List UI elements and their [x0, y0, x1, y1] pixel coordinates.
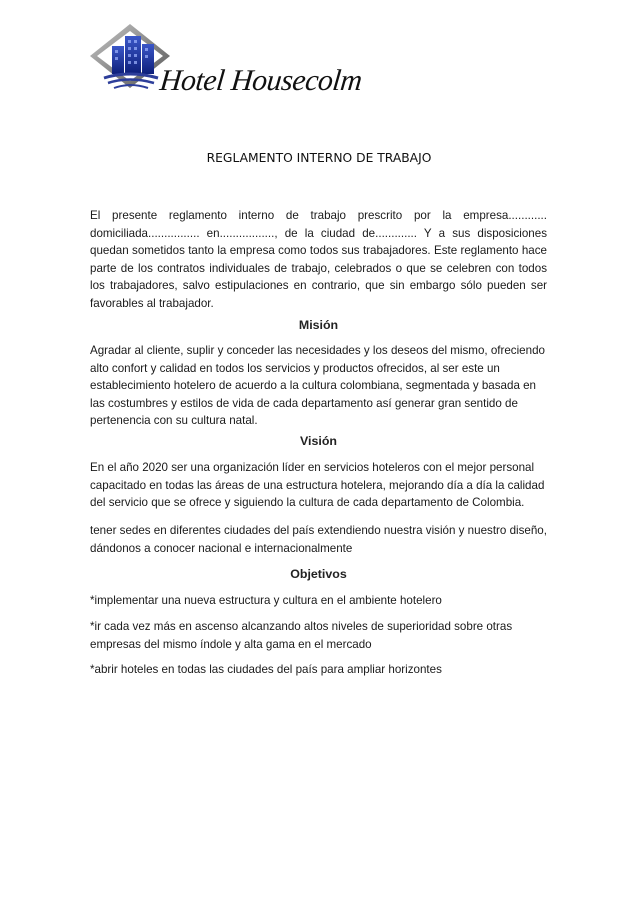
document-title: REGLAMENTO INTERNO DE TRABAJO — [206, 151, 432, 165]
vision-heading: Visión — [300, 434, 337, 448]
intro-paragraph: El presente reglamento interno de trabajo prescrito por la empresa............ domiciliada................ en................., de la ciudad de............. Y a sus disposiciones quedan sometidos tanto la empresa como todos sus trabajadores. Este reglamento hace parte de los contratos individuales de trabajo, celebrados o que se celebren con todos los trabajadores, salvo estipulaciones en contrario, que sin embargo sólo pueden ser favorables al trabajador. — [90, 209, 547, 310]
mision-paragraph: Agradar al cliente, suplir y conceder las necesidades y los deseos del mismo, ofreciendo alto confort y calidad en todos los servicios y productos ofrecidos, al ser este un establecimiento hotelero de acuerdo a la cultura colombiana, segmentada y basada en las costumbres y estilos de vida de cada departamento así generar gran sentido de pertenencia con su cultura natal. — [90, 344, 545, 427]
objetivo-item: *implementar una nueva estructura y cultura en el ambiente hotelero — [90, 594, 442, 607]
objetivo-item: *ir cada vez más en ascenso alcanzando altos niveles de superioridad sobre otras empresas del mismo índole y alta gama en el mercado — [90, 620, 513, 651]
vision-paragraph: En el año 2020 ser una organización líder en servicios hoteleros con el mejor personal capacitado en todas las áreas de una estructura hotelera, mejorando día a día la calidad del servicio que se ofrece y siguiendo la cultura de cada departamento de Colombia. — [90, 461, 545, 509]
mision-heading: Misión — [298, 318, 339, 332]
vision-paragraph-2: tener sedes en diferentes ciudades del país extendiendo nuestra visión y nuestro diseño, dándonos a conocer nacional e internacionalmente — [90, 524, 547, 555]
objetivo-item: *abrir hoteles en todas las ciudades del país para ampliar horizontes — [90, 663, 442, 676]
objetivos-heading: Objetivos — [290, 567, 347, 581]
hotel-brand-name: Hotel Housecolm — [158, 64, 364, 97]
